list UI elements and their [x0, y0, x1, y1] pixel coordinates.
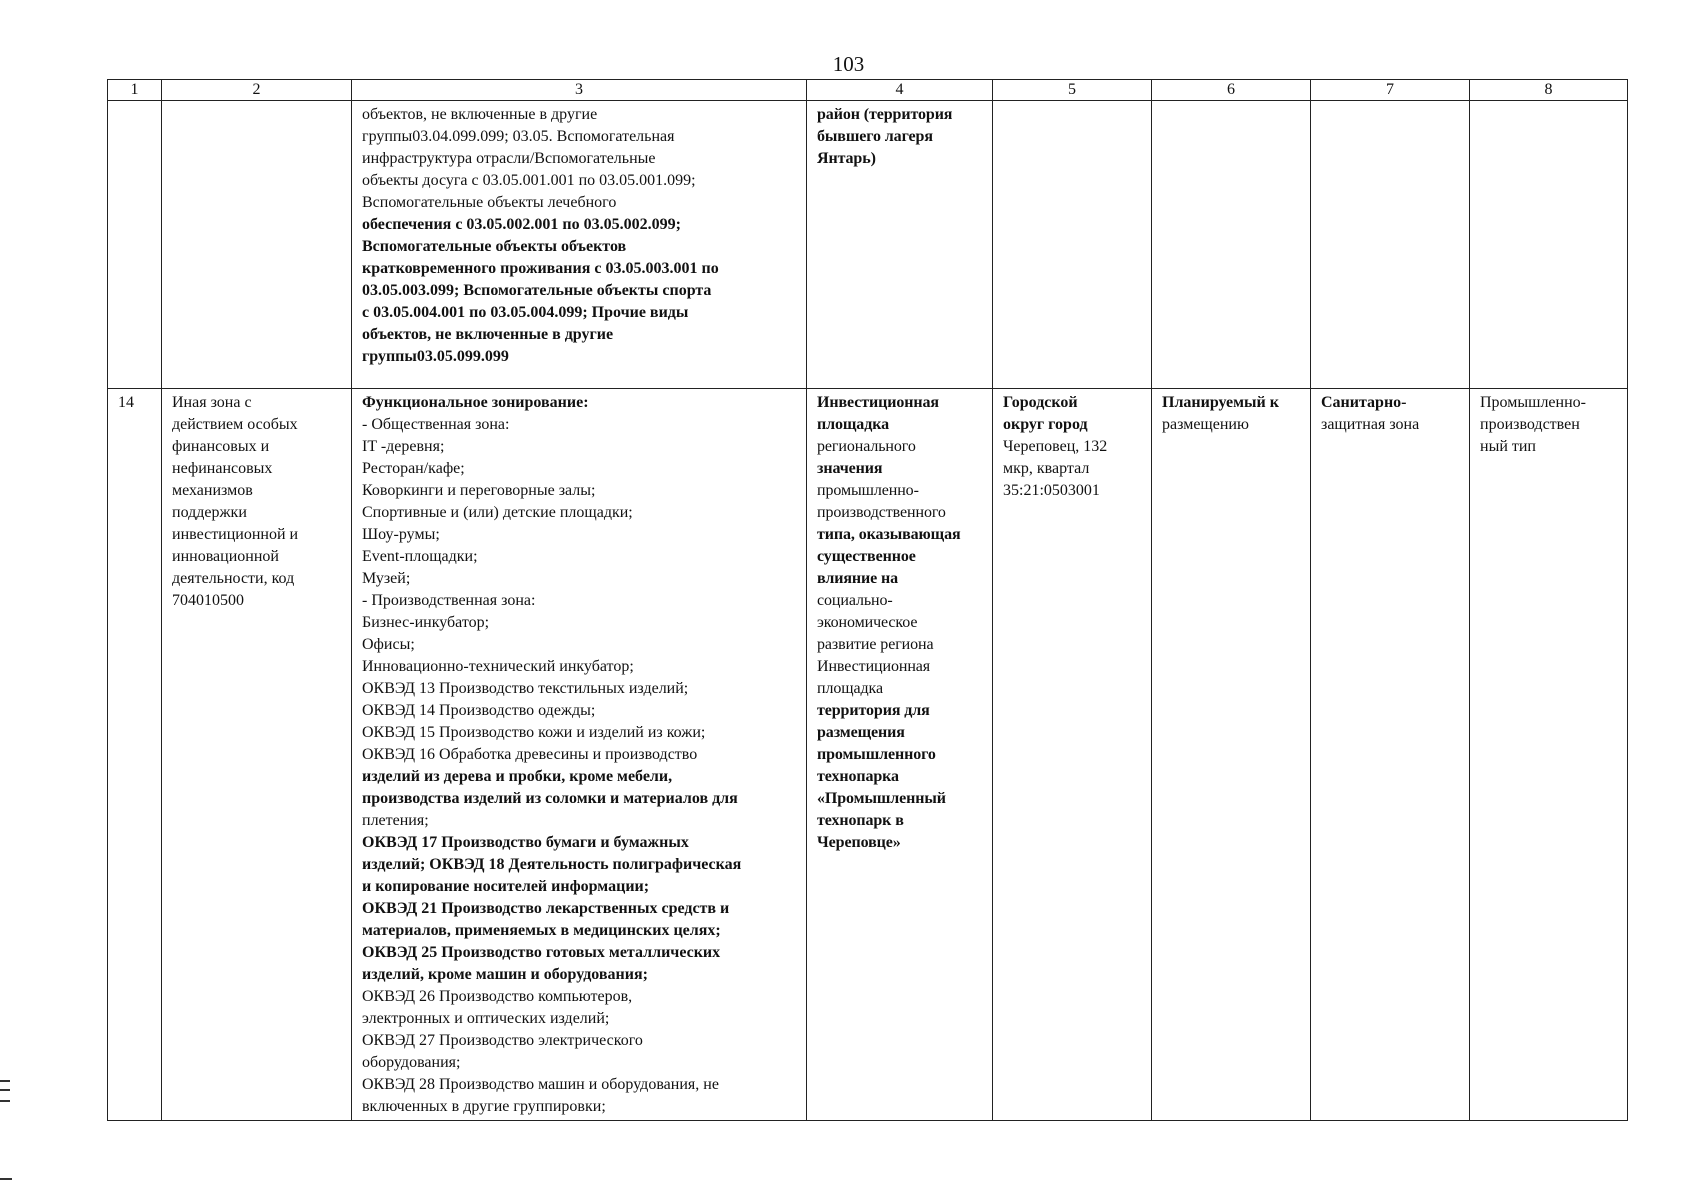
text-line: 704010500 [172, 592, 244, 609]
text-line: электронных и оптических изделий; [362, 1010, 610, 1027]
text-line: Музей; [362, 570, 411, 587]
cont-col-3-objects [352, 101, 807, 389]
text-line: инновационной [172, 548, 279, 565]
text-line: социально- [817, 592, 893, 609]
text-line: мкр, квартал [1003, 460, 1090, 477]
text-line: Городской [1003, 394, 1078, 411]
zones-table [107, 79, 1628, 1121]
text-line: изделий; ОКВЭД 18 Деятельность полиграфическая [362, 856, 742, 873]
text-line: Череповце» [817, 834, 901, 851]
text-line: развитие региона [817, 636, 934, 653]
text-line: нефинансовых [172, 460, 273, 477]
header-col-8: 8 [1470, 80, 1628, 101]
text-line: территория для [817, 702, 930, 719]
text-line: защитная зона [1321, 416, 1420, 433]
text-line: финансовых и [172, 438, 270, 455]
header-col-1: 1 [108, 80, 162, 101]
text-line: Иная зона с [172, 394, 252, 411]
text-line: Бизнес-инкубатор; [362, 614, 490, 631]
text-line: объекты досуга с 03.05.001.001 по 03.05.001.099; [362, 172, 696, 189]
header-col-5: 5 [993, 80, 1152, 101]
text-line: включенных в другие группировки; [362, 1098, 606, 1115]
text-line: Инвестиционная [817, 394, 939, 411]
text-line: Коворкинги и переговорные залы; [362, 482, 596, 499]
text-line: влияние на [817, 570, 899, 587]
text-line: обеспечения с 03.05.002.001 по 03.05.002.099; [362, 216, 681, 233]
location-cell [993, 389, 1152, 1121]
text-line: материалов, применяемых в медицинских целях; [362, 922, 721, 939]
text-line: район (территория [817, 106, 953, 123]
row-number: 14 [108, 389, 162, 1121]
text-line: ОКВЭД 27 Производство электрического [362, 1032, 643, 1049]
text-line: инвестиционной и [172, 526, 299, 543]
text-line: объектов, не включенные в другие [362, 106, 598, 123]
text-line: площадка [817, 416, 889, 433]
text-line: Спортивные и (или) детские площадки; [362, 504, 633, 521]
text-line: группы03.05.099.099 [362, 348, 509, 365]
text-line: Инновационно-технический инкубатор; [362, 658, 634, 675]
text-line: Event-площадки; [362, 548, 478, 565]
text-line: оборудования; [362, 1054, 461, 1071]
text-line: изделий, кроме машин и оборудования; [362, 966, 648, 983]
text-line: «Промышленный [817, 790, 946, 807]
cont-col-1 [108, 101, 162, 389]
text-line: действием особых [172, 416, 298, 433]
text-line: механизмов [172, 482, 253, 499]
text-line: кратковременного проживания с 03.05.003.001 по [362, 260, 719, 277]
text-line: размещения [817, 724, 905, 741]
text-line: - Производственная зона: [362, 592, 536, 609]
text-line: Череповец, 132 [1003, 438, 1108, 455]
text-line: промышленного [817, 746, 936, 763]
binding-margin-mark [0, 1080, 10, 1102]
text-line: ный тип [1480, 438, 1536, 455]
text-line: ОКВЭД 21 Производство лекарственных средств и [362, 900, 730, 917]
text-line: промышленно- [817, 482, 919, 499]
text-line: производства изделий из соломки и материалов для [362, 790, 738, 807]
status-cell [1152, 389, 1311, 1121]
cont-col-2 [162, 101, 352, 389]
text-line: типа, оказывающая [817, 526, 961, 543]
zone-name-cell [162, 389, 352, 1121]
text-line: объектов, не включенные в другие [362, 326, 614, 343]
header-col-6: 6 [1152, 80, 1311, 101]
text-line: ОКВЭД 13 Производство текстильных изделий; [362, 680, 689, 697]
text-line: площадка [817, 680, 883, 697]
text-line: Санитарно- [1321, 394, 1407, 411]
table-row-14 [108, 389, 1628, 1121]
text-line: Инвестиционная [817, 658, 931, 675]
continuation-row [108, 101, 1628, 389]
text-line: ОКВЭД 14 Производство одежды; [362, 702, 596, 719]
text-line: - Общественная зона: [362, 416, 510, 433]
text-line: ОКВЭД 17 Производство бумаги и бумажных [362, 834, 689, 851]
text-line: технопарк в [817, 812, 904, 829]
text-line: регионального [817, 438, 916, 455]
cont-col-6 [1152, 101, 1311, 389]
text-line: деятельности, код [172, 570, 295, 587]
text-line: производственного [817, 504, 946, 521]
text-line: Планируемый к [1162, 394, 1279, 411]
text-line: Промышленно- [1480, 394, 1586, 411]
text-line: 03.05.003.099; Вспомогательные объекты спорта [362, 282, 712, 299]
header-col-2: 2 [162, 80, 352, 101]
text-line: экономическое [817, 614, 918, 631]
significance-cell [807, 389, 993, 1121]
text-line: размещению [1162, 416, 1249, 433]
text-line: с 03.05.004.001 по 03.05.004.099; Прочие виды [362, 304, 689, 321]
text-line: значения [817, 460, 883, 477]
text-line: плетения; [362, 812, 429, 829]
header-col-3: 3 [352, 80, 807, 101]
zone-type-cell [1470, 389, 1628, 1121]
text-line: ОКВЭД 25 Производство готовых металлических [362, 944, 721, 961]
text-line: ОКВЭД 28 Производство машин и оборудования, не [362, 1076, 719, 1093]
cont-col-4-location [807, 101, 993, 389]
functional-zoning-cell [352, 389, 807, 1121]
text-line: Ресторан/кафе; [362, 460, 465, 477]
text-line: Функциональное зонирование: [362, 394, 589, 411]
binding-margin-dash [0, 1178, 12, 1180]
text-line: технопарка [817, 768, 899, 785]
cont-col-7 [1311, 101, 1470, 389]
cont-col-8 [1470, 101, 1628, 389]
text-line: поддержки [172, 504, 247, 521]
text-line: ОКВЭД 26 Производство компьютеров, [362, 988, 633, 1005]
text-line: существенное [817, 548, 916, 565]
text-line: Вспомогательные объекты объектов [362, 238, 627, 255]
header-col-4: 4 [807, 80, 993, 101]
header-col-7: 7 [1311, 80, 1470, 101]
text-line: инфраструктура отрасли/Вспомогательные [362, 150, 656, 167]
text-line: и копирование носителей информации; [362, 878, 650, 895]
text-line: 35:21:0503001 [1003, 482, 1100, 499]
text-line: группы03.04.099.099; 03.05. Вспомогательная [362, 128, 675, 145]
text-line: Шоу-румы; [362, 526, 440, 543]
text-line: IT -деревня; [362, 438, 445, 455]
text-line: Вспомогательные объекты лечебного [362, 194, 617, 211]
text-line: бывшего лагеря [817, 128, 933, 145]
cont-col-5 [993, 101, 1152, 389]
text-line: округ город [1003, 416, 1088, 433]
header-row [108, 80, 1628, 101]
text-line: изделий из дерева и пробки, кроме мебели, [362, 768, 673, 785]
restriction-zone-cell [1311, 389, 1470, 1121]
text-line: ОКВЭД 15 Производство кожи и изделий из кожи; [362, 724, 706, 741]
text-line: Янтарь) [817, 150, 876, 167]
text-line: производствен [1480, 416, 1580, 433]
text-line: ОКВЭД 16 Обработка древесины и производство [362, 746, 698, 763]
page-number: 103 [832, 52, 865, 76]
text-line: Офисы; [362, 636, 415, 653]
